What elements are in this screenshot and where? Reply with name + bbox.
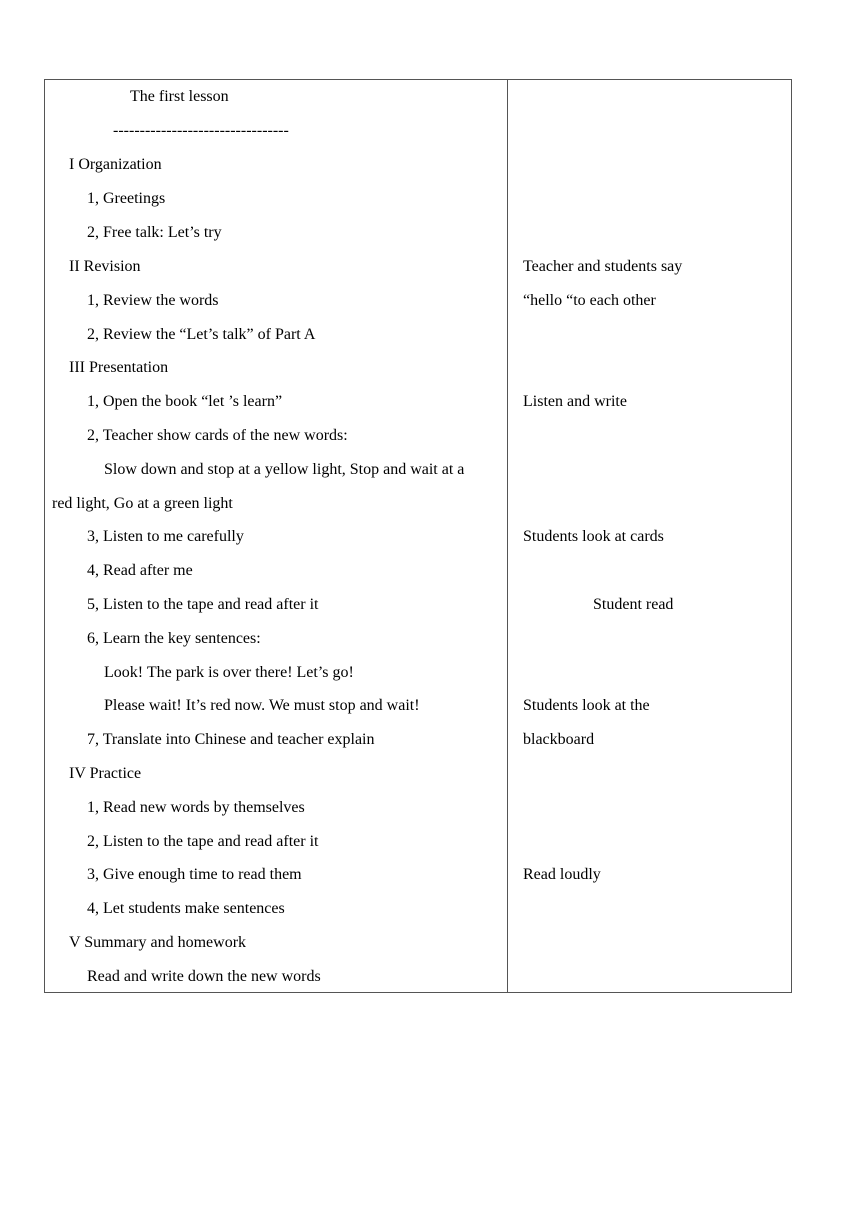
- list-item: Read and write down the new words: [87, 968, 321, 985]
- vocabulary-line: red light, Go at a green light: [52, 495, 233, 512]
- activity-note: Read loudly: [523, 866, 601, 883]
- section-heading: III Presentation: [69, 359, 169, 376]
- list-item: 2, Listen to the tape and read after it: [87, 833, 319, 850]
- activity-note: Students look at the: [523, 697, 650, 714]
- list-item: 1, Review the words: [87, 292, 219, 309]
- section-heading: IV Practice: [69, 765, 142, 782]
- lesson-title: The first lesson: [130, 88, 229, 105]
- list-item: 1, Read new words by themselves: [87, 799, 305, 816]
- list-item: 2, Teacher show cards of the new words:: [87, 427, 348, 444]
- key-sentence: Please wait! It’s red now. We must stop and wait!: [104, 697, 420, 714]
- activity-note: blackboard: [523, 731, 595, 748]
- key-sentence: Look! The park is over there! Let’s go!: [104, 664, 354, 681]
- list-item: 1, Greetings: [87, 190, 166, 207]
- activity-note: Teacher and students say: [523, 258, 683, 275]
- column-divider: [507, 80, 508, 992]
- activity-note: Student read: [593, 596, 674, 613]
- vocabulary-line: Slow down and stop at a yellow light, Stop and wait at a: [104, 461, 465, 478]
- activity-note: Students look at cards: [523, 528, 664, 545]
- activity-note: Listen and write: [523, 393, 627, 410]
- list-item: 7, Translate into Chinese and teacher explain: [87, 731, 375, 748]
- activity-note: “hello “to each other: [523, 292, 656, 309]
- list-item: 5, Listen to the tape and read after it: [87, 596, 319, 613]
- section-heading: II Revision: [69, 258, 141, 275]
- title-divider: ---------------------------------: [113, 122, 289, 139]
- list-item: 4, Read after me: [87, 562, 193, 579]
- list-item: 3, Listen to me carefully: [87, 528, 244, 545]
- list-item: 2, Review the “Let’s talk” of Part A: [87, 326, 316, 343]
- section-heading: V Summary and homework: [69, 934, 247, 951]
- list-item: 3, Give enough time to read them: [87, 866, 302, 883]
- list-item: 6, Learn the key sentences:: [87, 630, 261, 647]
- list-item: 2, Free talk: Let’s try: [87, 224, 222, 241]
- list-item: 4, Let students make sentences: [87, 900, 285, 917]
- section-heading: I Organization: [69, 156, 162, 173]
- list-item: 1, Open the book “let ’s learn”: [87, 393, 283, 410]
